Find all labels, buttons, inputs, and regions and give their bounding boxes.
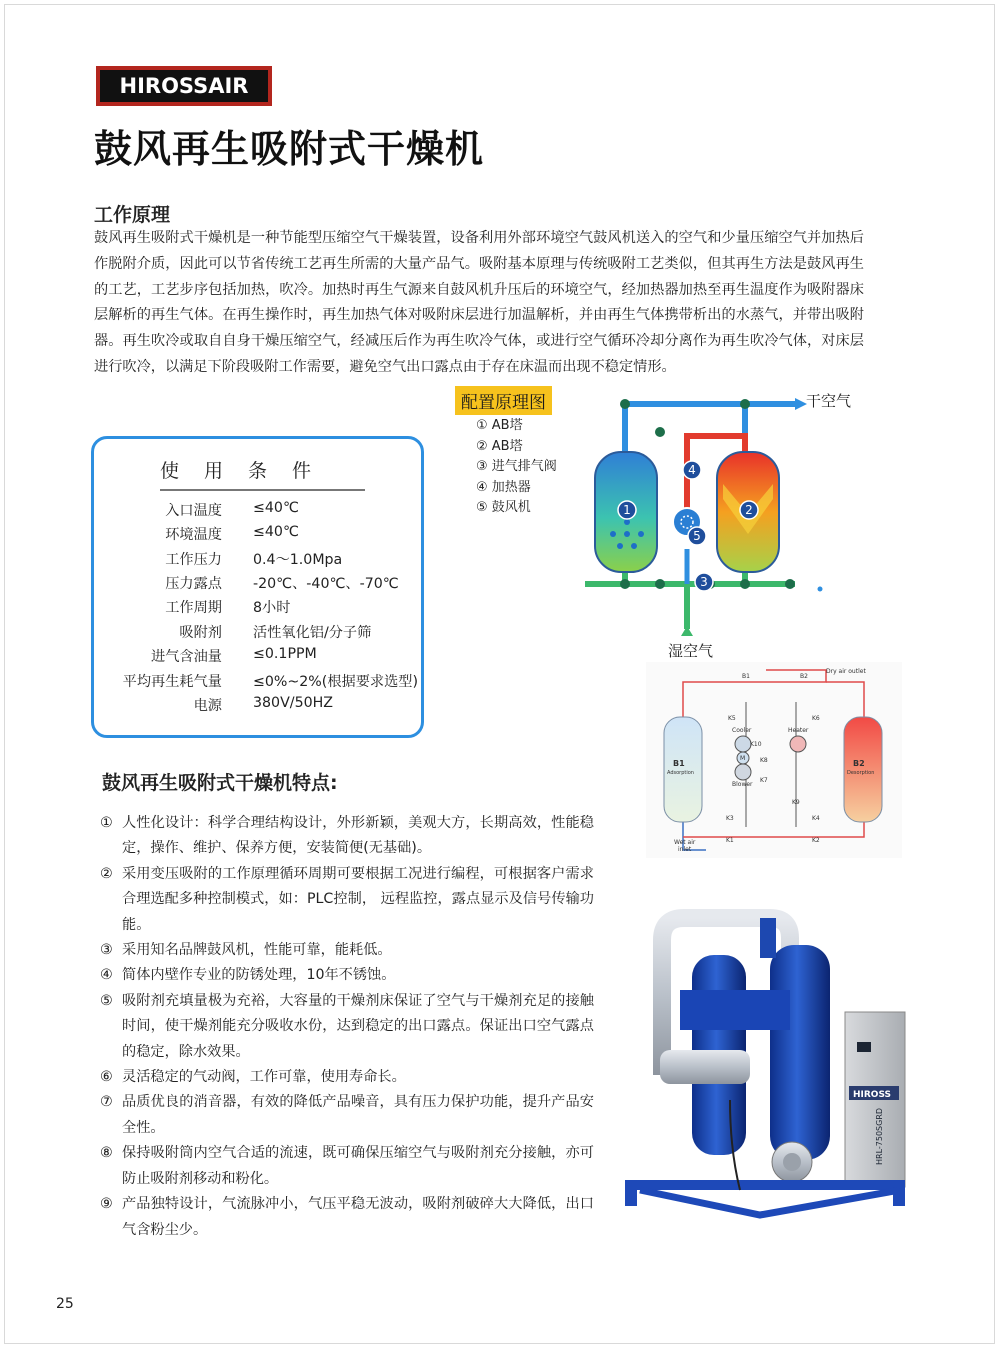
marker-1: 1 (623, 503, 631, 517)
feature-text: 吸附剂充填量极为充裕，大容量的干燥剂床保证了空气与干燥剂充足的接触时间，使干燥剂能充分吸收水份，达到稳定的出口露点。保证出口空气露点的稳定，除水效果。 (122, 992, 594, 1060)
feature-number: ③ (100, 942, 113, 959)
principle-body: 鼓风再生吸附式干燥机是一种节能型压缩空气干燥装置，设备利用外部环境空气鼓风机送入的空气和少量压缩空气并加热后作脱附介质，因此可以节省传统工艺再生所需的大量产品气。吸附基本原理与传统吸附工艺类似，但其再生方法是鼓风再生的工艺，工艺步序包括加热，吹冷。加热时再生气源来自鼓风机升压后的环境空气，经加热器加热至再生温度作为吸附器床层解析的再生气体。在再生操作时，再生加热气体对吸附床层进行加温解析，并由再生气体携带析出的水蒸气，并带出吸附器。再生吹冷或取自自身干燥压缩空气，经减压后作为再生吹冷气体，或进行空气循环冷却分离作为再生吹冷气体，对床层进行吹冷，以满足下阶段吸附工作需要，避免空气出口露点由于存在床温而出现不稳定情形。 (94, 230, 864, 375)
condition-value: ≤40℃ (253, 524, 299, 540)
wet-inlet-label-2: inlet (678, 846, 692, 853)
tower-b2-sub: Desorption (847, 770, 875, 776)
feature-item (100, 811, 594, 862)
feature-text: 采用知名品牌鼓风机，性能可靠，能耗低。 (122, 942, 392, 959)
motor-label: M (740, 755, 746, 762)
condition-label: 进气含油量 (151, 649, 222, 665)
condition-value: ≤0%~2%(根据要求选型) (253, 674, 418, 690)
product-photo (620, 900, 910, 1220)
condition-row (100, 549, 430, 573)
wet-air-label: 湿空气 (668, 642, 714, 660)
feature-number: ② (100, 865, 113, 882)
heater-label: Heater (788, 727, 809, 734)
condition-row (100, 524, 430, 548)
feature-item (100, 1192, 594, 1243)
valve-label: K7 (760, 777, 768, 784)
dry-outlet-label: Dry air outlet (826, 668, 866, 675)
condition-row (100, 573, 430, 597)
condition-value: ≤40℃ (253, 500, 299, 516)
valve-label: B1 (742, 673, 750, 680)
legend-item: ② AB塔 (476, 438, 523, 454)
principle-heading: 工作原理 (94, 204, 171, 226)
feature-item (100, 1141, 594, 1192)
feature-number: ⑨ (100, 1196, 113, 1213)
legend-item: ③ 进气排气阀 (476, 459, 557, 474)
brand-plate-text: HIROSS (853, 1090, 892, 1100)
feature-number: ④ (100, 967, 113, 984)
features-heading: 鼓风再生吸附式干燥机特点: (102, 772, 338, 794)
features-list (100, 811, 594, 1243)
valve-label: K8 (760, 757, 768, 764)
config-diagram-label: 配置原理图 (455, 386, 552, 415)
tower-b1-sub: Adsorption (667, 770, 694, 776)
legend-item: ① AB塔 (476, 418, 523, 433)
feature-item (100, 1065, 594, 1090)
flow-diagram (646, 662, 902, 858)
condition-label: 工作周期 (165, 600, 222, 616)
feature-text: 品质优良的消音器，有效的降低产品噪音，具有压力保护功能，提升产品安全性。 (122, 1094, 594, 1136)
valve-label: K4 (812, 815, 820, 822)
condition-row (100, 622, 430, 646)
feature-number: ⑧ (100, 1145, 113, 1162)
valve-label: K5 (728, 715, 736, 722)
dry-air-label: 干空气 (806, 392, 852, 410)
feature-text: 保持吸附筒内空气合适的流速，既可确保压缩空气与吸附剂充分接触，亦可防止吸附剂移动和粉化。 (122, 1145, 594, 1187)
config-legend (476, 416, 557, 519)
feature-number: ⑥ (100, 1069, 113, 1086)
feature-text: 采用变压吸附的工作原理循环周期可要根据工况进行编程，可根据客户需求合理选配多种控制模式，如：PLC控制， 远程监控，露点显示及信号传输功能。 (122, 865, 594, 933)
valve-label: K1 (726, 837, 734, 844)
feature-number: ⑤ (100, 992, 113, 1009)
page-title: 鼓风再生吸附式干燥机 (94, 127, 485, 171)
condition-label: 电源 (193, 698, 222, 714)
tower-b2-label: B2 (853, 759, 865, 768)
marker-4: 4 (688, 463, 696, 477)
wet-inlet-label-1: Wet air (674, 839, 696, 846)
marker-3: 3 (700, 575, 708, 589)
feature-item (100, 963, 594, 988)
brand-logo-text: HIROSSAIR (119, 74, 249, 98)
feature-text: 产品独特设计，气流脉冲小，气压平稳无波动，吸附剂破碎大大降低，出口气含粉尘少。 (122, 1196, 594, 1238)
page-number: 25 (56, 1296, 74, 1312)
condition-row (100, 646, 430, 670)
feature-item (100, 989, 594, 1065)
condition-value: ≤0.1PPM (253, 646, 317, 662)
legend-item: ⑤ 鼓风机 (476, 500, 531, 515)
condition-value: 8小时 (253, 600, 291, 616)
condition-value: 380V/50HZ (253, 695, 334, 711)
legend-item: ④ 加热器 (476, 479, 531, 495)
condition-label: 入口温度 (165, 503, 222, 519)
brand-logo (96, 66, 272, 106)
condition-label: 环境温度 (165, 527, 222, 543)
valve-label: K9 (792, 799, 800, 806)
condition-label: 吸附剂 (179, 625, 222, 641)
condition-row (100, 671, 430, 695)
feature-number: ⑦ (100, 1094, 113, 1111)
condition-value: 活性氧化铝/分子筛 (253, 625, 372, 641)
condition-label: 工作压力 (165, 552, 222, 568)
valve-label: K6 (812, 715, 820, 722)
condition-label: 平均再生耗气量 (122, 674, 222, 690)
feature-item (100, 938, 594, 963)
valve-label: K2 (812, 837, 820, 844)
feature-text: 简体内壁作专业的防锈处理，10年不锈蚀。 (122, 967, 396, 984)
condition-label: 压力露点 (165, 576, 222, 592)
feature-text: 灵活稳定的气动阀，工作可靠，使用寿命长。 (122, 1069, 406, 1086)
model-plate-text: HRL-750SGRD (875, 1107, 884, 1165)
condition-value: -20℃、-40℃、-70℃ (253, 576, 399, 592)
valve-label: K3 (726, 815, 734, 822)
feature-item (100, 1090, 594, 1141)
marker-5: 5 (693, 529, 701, 543)
valve-label: K10 (750, 741, 762, 748)
cooler-label: Cooler (732, 727, 752, 734)
feature-item (100, 862, 594, 938)
marker-2: 2 (745, 503, 753, 517)
condition-value: 0.4～1.0Mpa (253, 552, 343, 568)
conditions-title: 使用条件 (160, 456, 365, 491)
condition-row (100, 597, 430, 621)
valve-label: B2 (800, 673, 808, 680)
tower-b1-label: B1 (673, 759, 685, 768)
condition-row (100, 500, 430, 524)
feature-number: ① (100, 815, 113, 831)
blower-label: Blower (732, 781, 753, 788)
condition-row (100, 695, 430, 719)
feature-text: 人性化设计：科学合理结构设计，外形新颖，美观大方，长期高效，性能稳定，操作、维护、保养方便，安装简便(无基础)。 (122, 815, 594, 857)
